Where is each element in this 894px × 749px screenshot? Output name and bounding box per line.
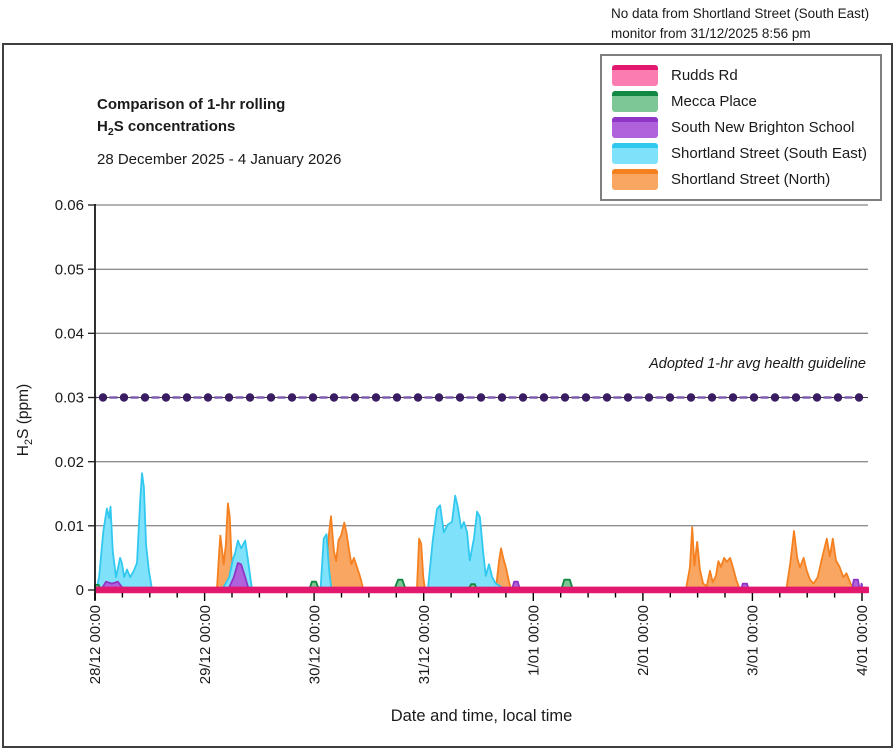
chart-title-line2: $H_2S$ concentrations xyxy=(97,117,236,138)
y-tick-label: 0.02 xyxy=(54,453,84,471)
guideline-dot xyxy=(813,393,821,401)
guideline-dot xyxy=(708,393,716,401)
x-tick-label: 30/12 00:00 xyxy=(306,605,324,685)
x-tick-label: 1/01 00:00 xyxy=(525,605,543,676)
guideline-dot xyxy=(645,393,653,401)
legend-label: South New Brighton School xyxy=(671,118,855,136)
guideline-dot xyxy=(582,393,590,401)
guideline-dot xyxy=(498,393,506,401)
y-tick-label: 0.03 xyxy=(54,389,84,407)
no-data-note-line2: monitor from 31/12/2025 8:56 pm xyxy=(611,25,811,41)
guideline-dot xyxy=(624,393,632,401)
guideline-dot xyxy=(435,393,443,401)
guideline-dot xyxy=(330,393,338,401)
x-axis-title: Date and time, local time xyxy=(390,707,573,725)
y-tick-label: 0 xyxy=(75,582,84,600)
series-area-shortland-street-north xyxy=(417,539,425,590)
y-tick-label: 0.04 xyxy=(54,325,84,343)
x-tick-label: 31/12 00:00 xyxy=(415,605,433,685)
guideline-dot xyxy=(834,393,842,401)
y-tick-label: 0.05 xyxy=(54,261,84,279)
guideline-dot xyxy=(372,393,380,401)
y-tick-label: 0.06 xyxy=(54,197,84,215)
guideline-dot xyxy=(477,393,485,401)
x-tick-label: 29/12 00:00 xyxy=(196,605,214,685)
guideline-dot xyxy=(540,393,548,401)
no-data-note-line1: No data from Shortland Street (South East) xyxy=(611,6,870,21)
guideline-dot xyxy=(729,393,737,401)
guideline-dot xyxy=(141,393,149,401)
legend-label: Rudds Rd xyxy=(671,66,738,84)
guideline-dot xyxy=(225,393,233,401)
guideline-dot xyxy=(456,393,464,401)
legend-label: Shortland Street (North) xyxy=(671,170,831,188)
guideline-annotation: Adopted 1-hr avg health guideline xyxy=(649,356,866,372)
guideline-dot xyxy=(204,393,212,401)
series-area-shortland-street-north xyxy=(686,527,740,590)
legend-label: Shortland Street (South East) xyxy=(671,144,867,162)
guideline-dot xyxy=(120,393,128,401)
x-tick-label: 2/01 00:00 xyxy=(635,605,653,676)
series-band-rudds-rd xyxy=(95,587,869,594)
guideline-dot xyxy=(99,393,107,401)
series-area-shortland-street-south-east xyxy=(96,473,152,590)
guideline-dot xyxy=(519,393,527,401)
guideline-dot xyxy=(246,393,254,401)
guideline-dot xyxy=(414,393,422,401)
guideline-dot xyxy=(771,393,779,401)
guideline-dot xyxy=(162,393,170,401)
y-axis-title: $H_2S$ (ppm) xyxy=(15,383,36,457)
guideline-dot xyxy=(792,393,800,401)
guideline-dot xyxy=(561,393,569,401)
legend-label: Mecca Place xyxy=(671,92,757,110)
guideline-dot xyxy=(288,393,296,401)
guideline-dot xyxy=(666,393,674,401)
guideline-dot xyxy=(183,393,191,401)
guideline-dot xyxy=(351,393,359,401)
x-tick-label: 3/01 00:00 xyxy=(744,605,762,676)
guideline-dot xyxy=(750,393,758,401)
x-tick-label: 4/01 00:00 xyxy=(854,605,872,676)
series-area-shortland-street-north xyxy=(786,531,855,590)
guideline-dot xyxy=(309,393,317,401)
guideline-dot xyxy=(855,393,863,401)
x-tick-label: 28/12 00:00 xyxy=(87,605,105,685)
y-tick-label: 0.01 xyxy=(54,518,84,535)
guideline-dot xyxy=(267,393,275,401)
guideline-dot xyxy=(603,393,611,401)
guideline-dot xyxy=(687,393,695,401)
guideline-dot xyxy=(393,393,401,401)
series-area-shortland-street-south-east xyxy=(428,496,505,590)
series-area-shortland-street-north xyxy=(496,548,512,590)
chart-subtitle: 28 December 2025 - 4 January 2026 xyxy=(97,151,342,168)
chart-title-line1: Comparison of 1-hr rolling xyxy=(97,96,286,113)
